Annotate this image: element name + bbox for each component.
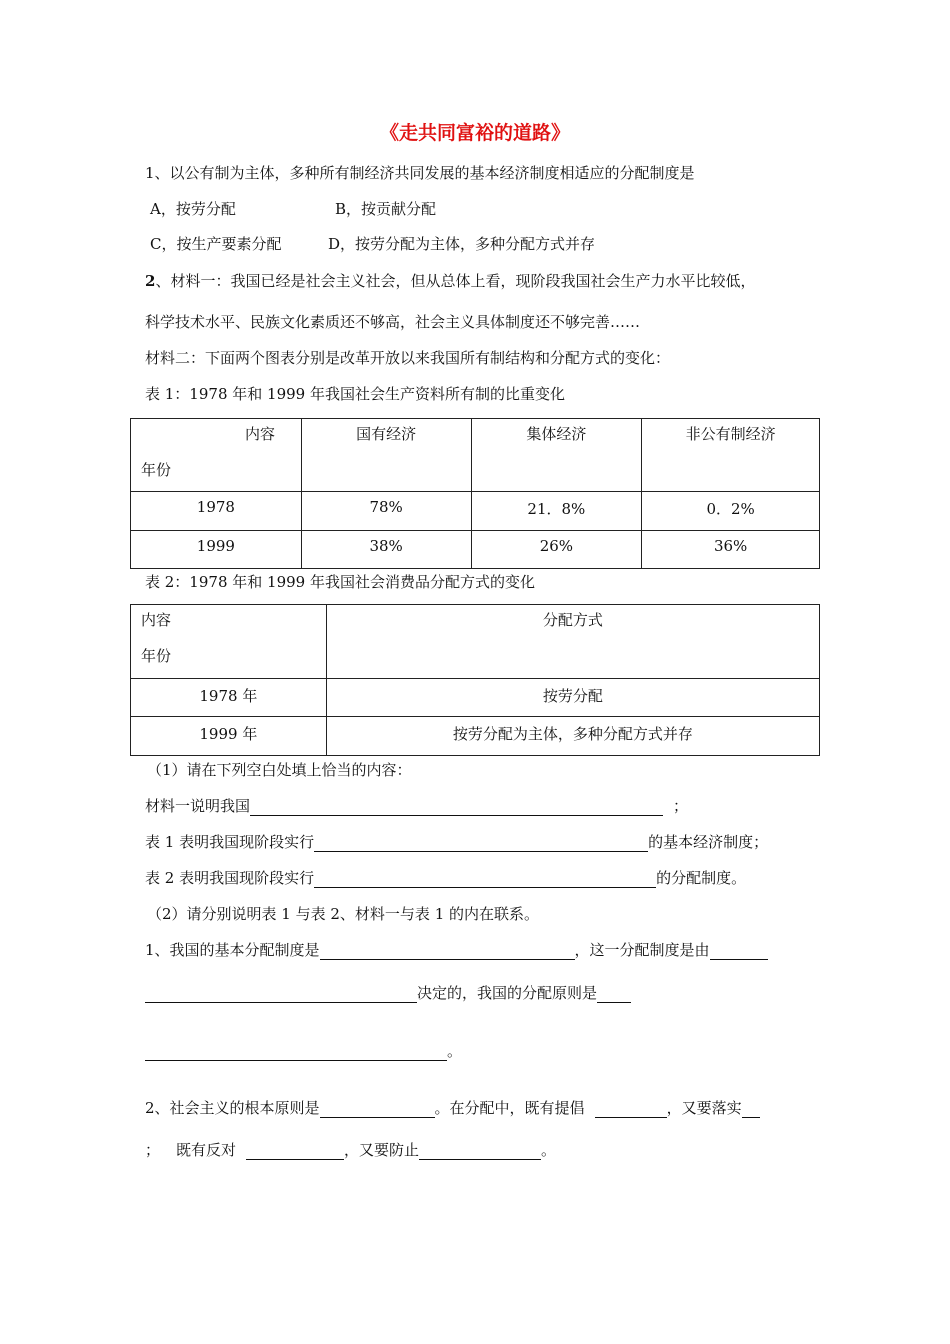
blank-fundamental-principle[interactable] <box>320 1101 435 1118</box>
table1-value-cell: 78% <box>301 492 471 531</box>
table1-corner-cell <box>131 419 302 492</box>
table1-header: 集体经济 <box>471 419 642 492</box>
table1-value-cell: 21．8% <box>471 492 642 531</box>
table1-caption: 表 1：1978 年和 1999 年我国社会生产资料所有制的比重变化 <box>145 385 565 403</box>
sub2-item2-line2: ； 既有反对 ，又要防止 。 <box>145 1141 557 1159</box>
table1-value-cell: 0．2% <box>642 492 820 531</box>
material-two: 材料二：下面两个图表分别是改革开放以来我国所有制结构和分配方式的变化： <box>145 349 671 367</box>
sub1-line1: 材料一说明我国 ； <box>145 797 689 815</box>
table1-header: 国有经济 <box>301 419 471 492</box>
q1-option-b: B，按贡献分配 <box>335 200 437 218</box>
q1-option-d: D，按劳分配为主体，多种分配方式并存 <box>328 235 596 253</box>
q1-stem: 1、以公有制为主体，多种所有制经济共同发展的基本经济制度相适应的分配制度是 <box>145 164 695 182</box>
table1-corner-year: 年份 <box>141 461 172 479</box>
q2-number: 2 <box>145 272 156 290</box>
table1-value-cell: 26% <box>471 531 642 569</box>
table2-year-cell: 1999 年 <box>131 717 327 756</box>
q1-option-a: A，按劳分配 <box>150 200 236 218</box>
table1-value-cell: 36% <box>642 531 820 569</box>
table-row <box>131 679 820 717</box>
table2-header: 分配方式 <box>326 605 819 679</box>
table1-value-cell: 38% <box>301 531 471 569</box>
table2-year-cell: 1978 年 <box>131 679 327 717</box>
blank-advocate[interactable] <box>595 1101 667 1118</box>
material-one-line1: 2、材料一：我国已经是社会主义社会，但从总体上看，现阶段我国社会生产力水平比较低， <box>145 272 756 290</box>
blank-material-one[interactable] <box>250 799 663 816</box>
table-row <box>131 531 820 569</box>
table2-corner-content: 内容 <box>141 611 172 629</box>
material-one-line2: 科学技术水平、民族文化素质还不够高，社会主义具体制度还不够完善…… <box>145 313 641 331</box>
sub1-line2: 表 1 表明我国现阶段实行 的基本经济制度； <box>145 833 769 851</box>
table1-corner-content: 内容 <box>245 425 276 443</box>
sub1-prompt: （1）请在下列空白处填上恰当的内容： <box>147 761 412 779</box>
table2-value-cell: 按劳分配为主体，多种分配方式并存 <box>326 717 819 756</box>
table-row <box>131 492 820 531</box>
distribution-table <box>130 604 820 756</box>
table2-caption: 表 2：1978 年和 1999 年我国社会消费品分配方式的变化 <box>145 573 535 591</box>
table2-corner-year: 年份 <box>141 647 172 665</box>
ownership-table <box>130 418 820 569</box>
blank-decided-by[interactable] <box>710 943 768 960</box>
table-row <box>131 717 820 756</box>
table1-header: 非公有制经济 <box>642 419 820 492</box>
sub2-prompt: （2）请分别说明表 1 与表 2、材料一与表 1 的内在联系。 <box>147 905 540 923</box>
blank-implement[interactable] <box>742 1101 760 1118</box>
blank-prevent[interactable] <box>419 1143 541 1160</box>
sub1-line3: 表 2 表明我国现阶段实行 的分配制度。 <box>145 869 747 887</box>
sub2-item2-line1: 2、社会主义的根本原则是 。在分配中，既有提倡 ，又要落实 <box>145 1098 760 1118</box>
page-title: 《走共同富裕的道路》 <box>379 122 570 144</box>
sub2-item1-line1: 1、我国的基本分配制度是 ，这一分配制度是由 <box>145 940 768 960</box>
blank-distribution-principle-cont[interactable] <box>145 1044 447 1061</box>
table1-year-cell: 1978 <box>131 492 302 531</box>
table2-corner-cell <box>131 605 327 679</box>
blank-distribution-system[interactable] <box>314 871 656 888</box>
sub2-item1-line3: 。 <box>145 1041 462 1061</box>
table1-year-cell: 1999 <box>131 531 302 569</box>
blank-distribution-principle[interactable] <box>597 986 631 1003</box>
sub2-item1-line2: 决定的，我国的分配原则是 <box>145 983 631 1003</box>
blank-decided-by-cont[interactable] <box>145 986 417 1003</box>
blank-basic-distribution[interactable] <box>320 943 575 960</box>
table2-value-cell: 按劳分配 <box>326 679 819 717</box>
q1-option-c: C，按生产要素分配 <box>150 235 282 253</box>
blank-economic-system[interactable] <box>314 835 648 852</box>
blank-oppose[interactable] <box>246 1143 344 1160</box>
